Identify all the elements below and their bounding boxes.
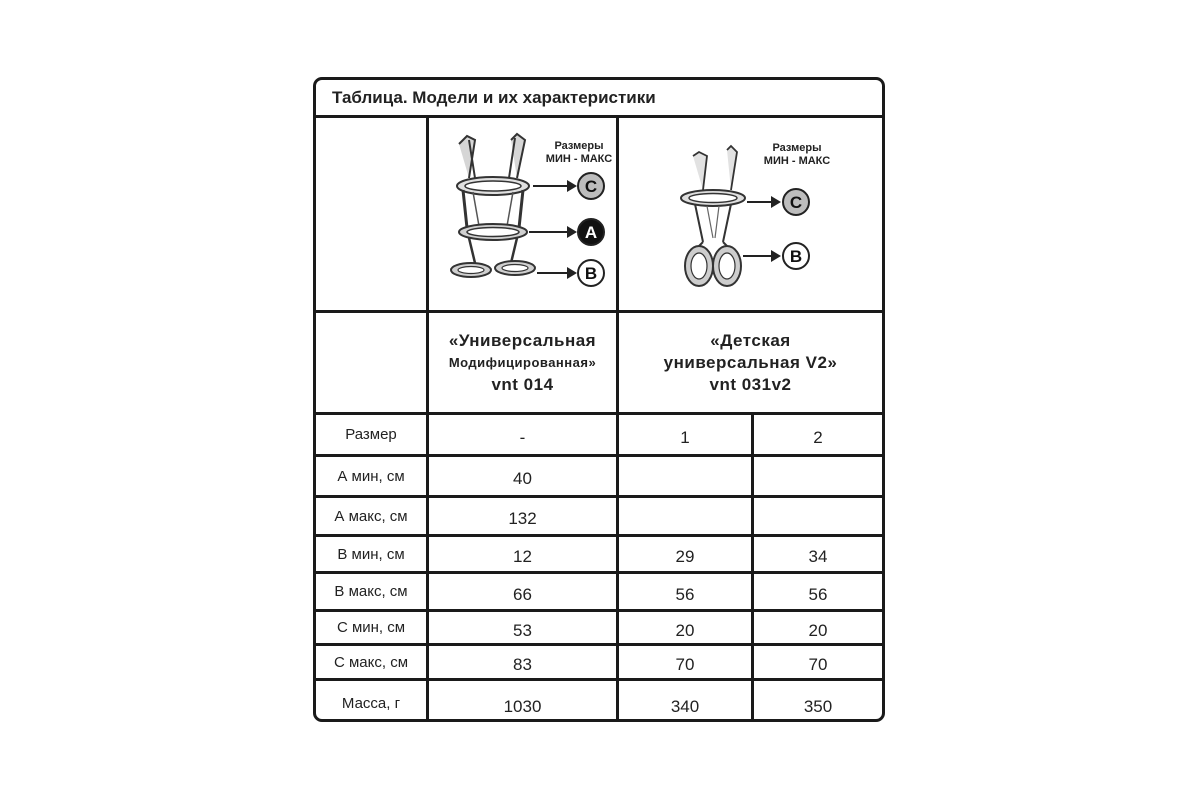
value-child-size2: 2 [813, 427, 823, 447]
value-universal: 12 [429, 537, 619, 571]
value-child-size2: 350 [803, 696, 833, 716]
sizes-label-adult [539, 140, 619, 166]
table-row [316, 537, 882, 574]
sizes-label-line2: МИН - МАКС [545, 153, 613, 165]
model-child-line3: vnt 031v2 [709, 374, 792, 394]
value-universal: 40 [429, 457, 619, 495]
sizes-label-child-line2: МИН - МАКС [763, 155, 831, 167]
value-child-size2 [754, 498, 882, 534]
sizes-label-line1: Размеры [554, 140, 604, 152]
value-universal: 132 [429, 498, 619, 534]
value-child-size1: 29 [619, 537, 754, 571]
sizes-label-child-line1: Размеры [772, 142, 822, 154]
value-child-size1: 70 [619, 646, 754, 678]
table-row [316, 415, 882, 457]
model-child-cell [619, 313, 882, 412]
marker-c-child-letter: C [789, 193, 803, 212]
table-row [316, 612, 882, 646]
row-label: С макс, см [316, 646, 429, 678]
model-row-label-cell [316, 313, 429, 412]
row-label: В макс, см [316, 574, 429, 609]
row-label: А макс, см [316, 498, 429, 534]
value-child-size1 [619, 498, 754, 534]
table-row [316, 681, 882, 722]
value-child-size2: 70 [808, 655, 828, 674]
table-row [316, 646, 882, 681]
child-harness-illustration [619, 118, 882, 310]
value-child-size1: 20 [619, 612, 754, 643]
marker-c-letter: C [584, 177, 598, 196]
value-child-size2 [754, 457, 882, 495]
row-label: Размер [316, 415, 429, 454]
value-child-size2: 56 [808, 584, 828, 604]
marker-b-child-letter: B [789, 247, 803, 266]
marker-a-letter: A [584, 223, 598, 242]
model-universal-line3: vnt 014 [491, 374, 554, 394]
value-universal: 83 [429, 646, 619, 678]
sizes-label-child [747, 142, 847, 168]
row-label: С мин, см [316, 612, 429, 643]
row-label: В мин, см [316, 537, 429, 571]
value-child-size2: 34 [808, 547, 828, 566]
model-universal-line1: «Универсальная [448, 330, 597, 350]
value-universal: - [429, 415, 619, 454]
row-label: Масса, г [316, 681, 429, 722]
image-row-label-cell [316, 118, 429, 310]
value-universal: 66 [429, 574, 619, 609]
universal-harness-illustration [429, 118, 619, 310]
model-child-line2: универсальная V2» [663, 352, 838, 372]
image-row [316, 118, 882, 313]
row-label: А мин, см [316, 457, 429, 495]
value-child-size1: 1 [619, 415, 754, 454]
value-child-size1 [619, 457, 754, 495]
model-universal-line2: Модифицированная» [448, 354, 597, 370]
value-universal: 53 [429, 612, 619, 643]
value-child-size1: 56 [619, 574, 754, 609]
specs-table [313, 77, 885, 722]
table-row [316, 498, 882, 537]
value-universal: 1030 [429, 681, 619, 722]
model-child-line1: «Детская [710, 330, 791, 350]
value-child-size2: 20 [808, 620, 828, 640]
model-names-row [316, 313, 882, 415]
marker-b-letter: B [584, 264, 598, 283]
table-row [316, 574, 882, 612]
model-universal-cell [429, 313, 619, 412]
table-row [316, 457, 882, 498]
value-child-size1: 340 [619, 681, 754, 722]
table-title: Таблица. Модели и их характеристики [316, 80, 882, 118]
